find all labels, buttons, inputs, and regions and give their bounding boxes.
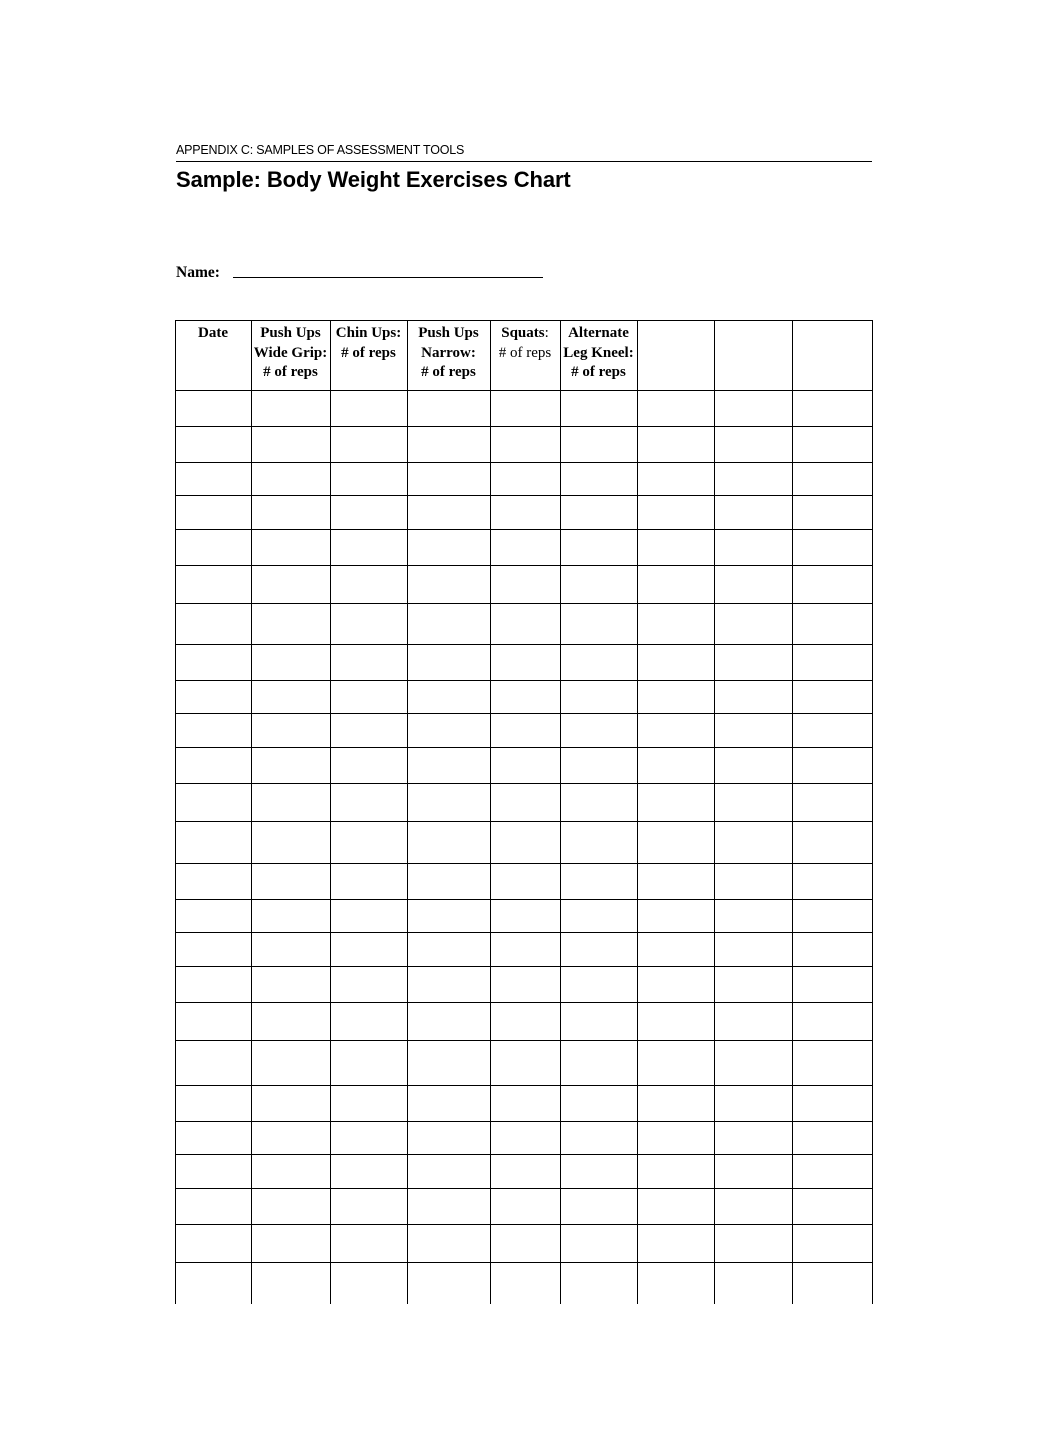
column-header-line <box>490 344 560 364</box>
table-cell[interactable] <box>331 933 407 966</box>
table-cell[interactable] <box>408 463 490 495</box>
table-cell[interactable] <box>715 530 792 565</box>
table-cell[interactable] <box>561 530 637 565</box>
table-cell[interactable] <box>252 1155 330 1188</box>
table-cell[interactable] <box>252 748 330 783</box>
table-cell[interactable] <box>331 463 407 495</box>
column-header <box>490 324 560 363</box>
table-cell[interactable] <box>793 1041 872 1085</box>
table-cell[interactable] <box>715 391 792 426</box>
table-cell[interactable] <box>408 784 490 821</box>
column-header-text: Wide Grip: <box>253 344 328 361</box>
table-cell[interactable] <box>793 714 872 747</box>
table-cell[interactable] <box>715 604 792 644</box>
table-cell[interactable] <box>176 1086 251 1121</box>
column-header-line <box>251 363 330 383</box>
table-cell[interactable] <box>331 822 407 863</box>
table-cell[interactable] <box>176 463 251 495</box>
table-cell[interactable] <box>252 1225 330 1262</box>
column-header-text: Push Ups <box>260 325 321 341</box>
table-cell[interactable] <box>491 864 560 899</box>
table-cell[interactable] <box>793 427 872 462</box>
table-cell[interactable] <box>561 1225 637 1262</box>
table-cell[interactable] <box>491 463 560 495</box>
column-header-text: # of reps <box>498 344 552 361</box>
table-cell[interactable] <box>715 1003 792 1040</box>
table-cell[interactable] <box>793 681 872 713</box>
column-header-line <box>407 344 490 364</box>
table-cell[interactable] <box>561 681 637 713</box>
table-cell[interactable] <box>793 496 872 529</box>
table-cell[interactable] <box>715 967 792 1002</box>
table-cell[interactable] <box>561 1189 637 1224</box>
table-cell[interactable] <box>176 1225 251 1262</box>
table-cell[interactable] <box>793 1122 872 1154</box>
table-cell[interactable] <box>715 822 792 863</box>
table-cell[interactable] <box>408 748 490 783</box>
table-cell[interactable] <box>638 967 714 1002</box>
table-cell[interactable] <box>331 496 407 529</box>
table-cell[interactable] <box>715 1263 792 1304</box>
table-cell[interactable] <box>331 1003 407 1040</box>
table-cell[interactable] <box>491 1225 560 1262</box>
table-cell[interactable] <box>561 604 637 644</box>
column-header-text: Date <box>198 325 228 341</box>
table-cell[interactable] <box>408 645 490 680</box>
table-cell[interactable] <box>408 1189 490 1224</box>
table-cell[interactable] <box>176 566 251 603</box>
table-cell[interactable] <box>176 784 251 821</box>
table-cell[interactable] <box>331 864 407 899</box>
table-cell[interactable] <box>331 604 407 644</box>
table-cell[interactable] <box>638 604 714 644</box>
table-cell[interactable] <box>638 784 714 821</box>
table-cell[interactable] <box>176 681 251 713</box>
table-cell[interactable] <box>252 864 330 899</box>
table-cell[interactable] <box>252 822 330 863</box>
table-cell[interactable] <box>331 900 407 932</box>
table-cell[interactable] <box>176 427 251 462</box>
table-cell[interactable] <box>561 900 637 932</box>
table-cell[interactable] <box>331 427 407 462</box>
table-cell[interactable] <box>176 822 251 863</box>
table-row-rule <box>175 320 873 321</box>
table-cell[interactable] <box>715 748 792 783</box>
table-cell[interactable] <box>793 1003 872 1040</box>
table-cell[interactable] <box>715 463 792 495</box>
column-header <box>560 324 637 383</box>
table-cell[interactable] <box>561 1041 637 1085</box>
page-title: Sample: Body Weight Exercises Chart <box>176 167 571 192</box>
table-cell[interactable] <box>408 530 490 565</box>
table-cell[interactable] <box>638 1189 714 1224</box>
table-cell[interactable] <box>331 714 407 747</box>
table-cell[interactable] <box>715 1189 792 1224</box>
table-cell[interactable] <box>331 967 407 1002</box>
column-header <box>407 324 490 383</box>
table-cell[interactable] <box>252 714 330 747</box>
table-cell[interactable] <box>638 681 714 713</box>
column-header-text: Squats <box>501 325 545 341</box>
column-header-line <box>330 344 407 364</box>
table-cell[interactable] <box>408 822 490 863</box>
table-cell[interactable] <box>793 566 872 603</box>
table-cell[interactable] <box>408 496 490 529</box>
table-cell[interactable] <box>491 681 560 713</box>
table-cell[interactable] <box>715 933 792 966</box>
table-cell[interactable] <box>793 391 872 426</box>
table-cell[interactable] <box>561 784 637 821</box>
table-cell[interactable] <box>252 967 330 1002</box>
table-cell[interactable] <box>491 900 560 932</box>
column-header-text: # of reps <box>571 364 626 380</box>
table-cell[interactable] <box>331 784 407 821</box>
table-cell[interactable] <box>176 1155 251 1188</box>
table-cell[interactable] <box>793 967 872 1002</box>
column-header-line <box>560 363 637 383</box>
table-cell[interactable] <box>176 900 251 932</box>
column-header-line <box>407 324 490 344</box>
table-cell[interactable] <box>638 1155 714 1188</box>
table-cell[interactable] <box>638 1225 714 1262</box>
table-cell[interactable] <box>491 714 560 747</box>
table-cell[interactable] <box>638 391 714 426</box>
table-cell[interactable] <box>408 967 490 1002</box>
table-cell[interactable] <box>408 864 490 899</box>
table-cell[interactable] <box>491 391 560 426</box>
table-cell[interactable] <box>331 1225 407 1262</box>
table-cell[interactable] <box>638 1041 714 1085</box>
table-cell[interactable] <box>491 1155 560 1188</box>
column-header <box>251 324 330 383</box>
table-cell[interactable] <box>715 784 792 821</box>
column-header-text: # of reps <box>341 344 396 361</box>
table-cell[interactable] <box>408 900 490 932</box>
column-header-text: Leg Kneel: <box>563 344 634 361</box>
table-cell[interactable] <box>176 645 251 680</box>
table-cell[interactable] <box>715 496 792 529</box>
table-cell[interactable] <box>408 566 490 603</box>
table-cell[interactable] <box>176 496 251 529</box>
table-cell[interactable] <box>491 784 560 821</box>
table-cell[interactable] <box>408 1122 490 1154</box>
table-cell[interactable] <box>561 645 637 680</box>
table-cell[interactable] <box>331 748 407 783</box>
table-cell[interactable] <box>176 1041 251 1085</box>
table-cell[interactable] <box>793 645 872 680</box>
table-cell[interactable] <box>638 1263 714 1304</box>
table-cell[interactable] <box>715 1086 792 1121</box>
table-cell[interactable] <box>561 1003 637 1040</box>
table-cell[interactable] <box>408 604 490 644</box>
table-cell[interactable] <box>252 681 330 713</box>
table-cell[interactable] <box>331 566 407 603</box>
table-cell[interactable] <box>638 645 714 680</box>
table-cell[interactable] <box>793 1086 872 1121</box>
table-cell[interactable] <box>491 645 560 680</box>
table-cell[interactable] <box>176 1122 251 1154</box>
table-cell[interactable] <box>793 1155 872 1188</box>
column-header-line <box>490 324 560 344</box>
table-cell[interactable] <box>491 1263 560 1304</box>
table-cell[interactable] <box>252 1263 330 1304</box>
table-cell[interactable] <box>715 681 792 713</box>
table-cell[interactable] <box>252 1086 330 1121</box>
table-cell[interactable] <box>176 864 251 899</box>
table-cell[interactable] <box>561 391 637 426</box>
table-cell[interactable] <box>252 427 330 462</box>
table-cell[interactable] <box>252 645 330 680</box>
table-cell[interactable] <box>793 1263 872 1304</box>
column-header-line <box>251 344 330 364</box>
table-cell[interactable] <box>715 714 792 747</box>
column-header-text: # of reps <box>421 364 476 380</box>
table-cell[interactable] <box>491 566 560 603</box>
table-cell[interactable] <box>331 1155 407 1188</box>
table-cell[interactable] <box>491 1122 560 1154</box>
table-cell[interactable] <box>638 900 714 932</box>
table-cell[interactable] <box>793 604 872 644</box>
table-cell[interactable] <box>715 864 792 899</box>
table-cell[interactable] <box>561 427 637 462</box>
table-cell[interactable] <box>176 748 251 783</box>
table-cell[interactable] <box>252 784 330 821</box>
table-cell[interactable] <box>561 1086 637 1121</box>
table-cell[interactable] <box>638 1086 714 1121</box>
table-cell[interactable] <box>252 604 330 644</box>
table-cell[interactable] <box>408 391 490 426</box>
table-cell[interactable] <box>491 748 560 783</box>
table-cell[interactable] <box>252 1003 330 1040</box>
table-cell[interactable] <box>176 1003 251 1040</box>
table-cell[interactable] <box>638 463 714 495</box>
column-header-text: Push Ups <box>418 325 479 341</box>
column-header-line <box>330 324 407 344</box>
table-cell[interactable] <box>793 530 872 565</box>
appendix-heading: APPENDIX C: SAMPLES OF ASSESSMENT TOOLS <box>176 143 465 157</box>
table-cell[interactable] <box>491 967 560 1002</box>
table-cell[interactable] <box>561 1122 637 1154</box>
column-header-line <box>175 324 251 344</box>
table-cell[interactable] <box>715 900 792 932</box>
table-cell[interactable] <box>561 822 637 863</box>
column-header <box>175 324 251 344</box>
table-cell[interactable] <box>715 566 792 603</box>
table-cell[interactable] <box>176 391 251 426</box>
table-cell[interactable] <box>793 463 872 495</box>
table-cell[interactable] <box>252 933 330 966</box>
table-cell[interactable] <box>715 1041 792 1085</box>
table-cell[interactable] <box>561 496 637 529</box>
table-cell[interactable] <box>491 1086 560 1121</box>
table-cell[interactable] <box>176 933 251 966</box>
table-cell[interactable] <box>252 1041 330 1085</box>
table-cell[interactable] <box>715 427 792 462</box>
table-cell[interactable] <box>793 1189 872 1224</box>
table-cell[interactable] <box>638 933 714 966</box>
column-header-line <box>560 344 637 364</box>
table-cell[interactable] <box>561 566 637 603</box>
table-cell[interactable] <box>252 1189 330 1224</box>
table-cell[interactable] <box>793 933 872 966</box>
table-cell[interactable] <box>561 1155 637 1188</box>
table-cell[interactable] <box>252 391 330 426</box>
column-header-text: Alternate <box>568 325 629 341</box>
table-cell[interactable] <box>793 748 872 783</box>
table-cell[interactable] <box>408 1003 490 1040</box>
column-header-line <box>251 324 330 344</box>
table-cell[interactable] <box>331 681 407 713</box>
table-cell[interactable] <box>491 1189 560 1224</box>
name-label: Name: <box>176 264 220 281</box>
table-cell[interactable] <box>331 1122 407 1154</box>
table-cell[interactable] <box>561 1263 637 1304</box>
table-cell[interactable] <box>638 1003 714 1040</box>
table-cell[interactable] <box>715 1122 792 1154</box>
table-cell[interactable] <box>638 864 714 899</box>
table-cell[interactable] <box>408 714 490 747</box>
table-cell[interactable] <box>793 900 872 932</box>
table-cell[interactable] <box>491 496 560 529</box>
table-cell[interactable] <box>176 604 251 644</box>
table-cell[interactable] <box>252 530 330 565</box>
table-cell[interactable] <box>638 566 714 603</box>
table-cell[interactable] <box>638 496 714 529</box>
table-cell[interactable] <box>638 714 714 747</box>
column-header-line <box>560 324 637 344</box>
table-cell[interactable] <box>176 1263 251 1304</box>
column-header <box>330 324 407 363</box>
table-cell[interactable] <box>793 1225 872 1262</box>
table-cell[interactable] <box>491 530 560 565</box>
column-header-text: Narrow: <box>421 344 476 361</box>
table-cell[interactable] <box>638 530 714 565</box>
column-header-text: Chin Ups: <box>335 325 402 341</box>
table-cell[interactable] <box>638 1122 714 1154</box>
table-cell[interactable] <box>715 1155 792 1188</box>
table-cell[interactable] <box>331 391 407 426</box>
table-cell[interactable] <box>252 1122 330 1154</box>
table-cell[interactable] <box>331 1086 407 1121</box>
table-cell[interactable] <box>715 1225 792 1262</box>
table-cell[interactable] <box>408 1155 490 1188</box>
table-cell[interactable] <box>176 530 251 565</box>
table-cell[interactable] <box>561 967 637 1002</box>
table-cell[interactable] <box>252 463 330 495</box>
table-cell[interactable] <box>561 748 637 783</box>
table-cell[interactable] <box>491 1041 560 1085</box>
table-cell[interactable] <box>331 645 407 680</box>
table-cell[interactable] <box>638 427 714 462</box>
table-cell[interactable] <box>176 714 251 747</box>
table-cell[interactable] <box>252 566 330 603</box>
table-cell[interactable] <box>408 1086 490 1121</box>
table-column-rule <box>872 320 873 1304</box>
table-cell[interactable] <box>176 1189 251 1224</box>
table-cell[interactable] <box>561 714 637 747</box>
table-cell[interactable] <box>638 822 714 863</box>
table-cell[interactable] <box>793 784 872 821</box>
table-cell[interactable] <box>561 463 637 495</box>
table-cell[interactable] <box>408 1263 490 1304</box>
table-cell[interactable] <box>252 900 330 932</box>
table-cell[interactable] <box>408 1041 490 1085</box>
column-header-text: : <box>544 325 549 341</box>
table-cell[interactable] <box>331 1041 407 1085</box>
table-cell[interactable] <box>331 1263 407 1304</box>
table-cell[interactable] <box>491 822 560 863</box>
table-cell[interactable] <box>408 427 490 462</box>
table-cell[interactable] <box>561 933 637 966</box>
table-cell[interactable] <box>408 933 490 966</box>
table-cell[interactable] <box>561 864 637 899</box>
table-cell[interactable] <box>491 604 560 644</box>
table-cell[interactable] <box>176 967 251 1002</box>
table-cell[interactable] <box>491 427 560 462</box>
table-cell[interactable] <box>715 645 792 680</box>
table-cell[interactable] <box>331 530 407 565</box>
table-cell[interactable] <box>491 1003 560 1040</box>
table-cell[interactable] <box>408 681 490 713</box>
table-cell[interactable] <box>638 748 714 783</box>
table-cell[interactable] <box>252 496 330 529</box>
column-header-text: # of reps <box>263 364 318 380</box>
table-cell[interactable] <box>408 1225 490 1262</box>
table-cell[interactable] <box>491 933 560 966</box>
column-header-line <box>407 363 490 383</box>
table-cell[interactable] <box>793 822 872 863</box>
table-cell[interactable] <box>793 864 872 899</box>
table-cell[interactable] <box>331 1189 407 1224</box>
